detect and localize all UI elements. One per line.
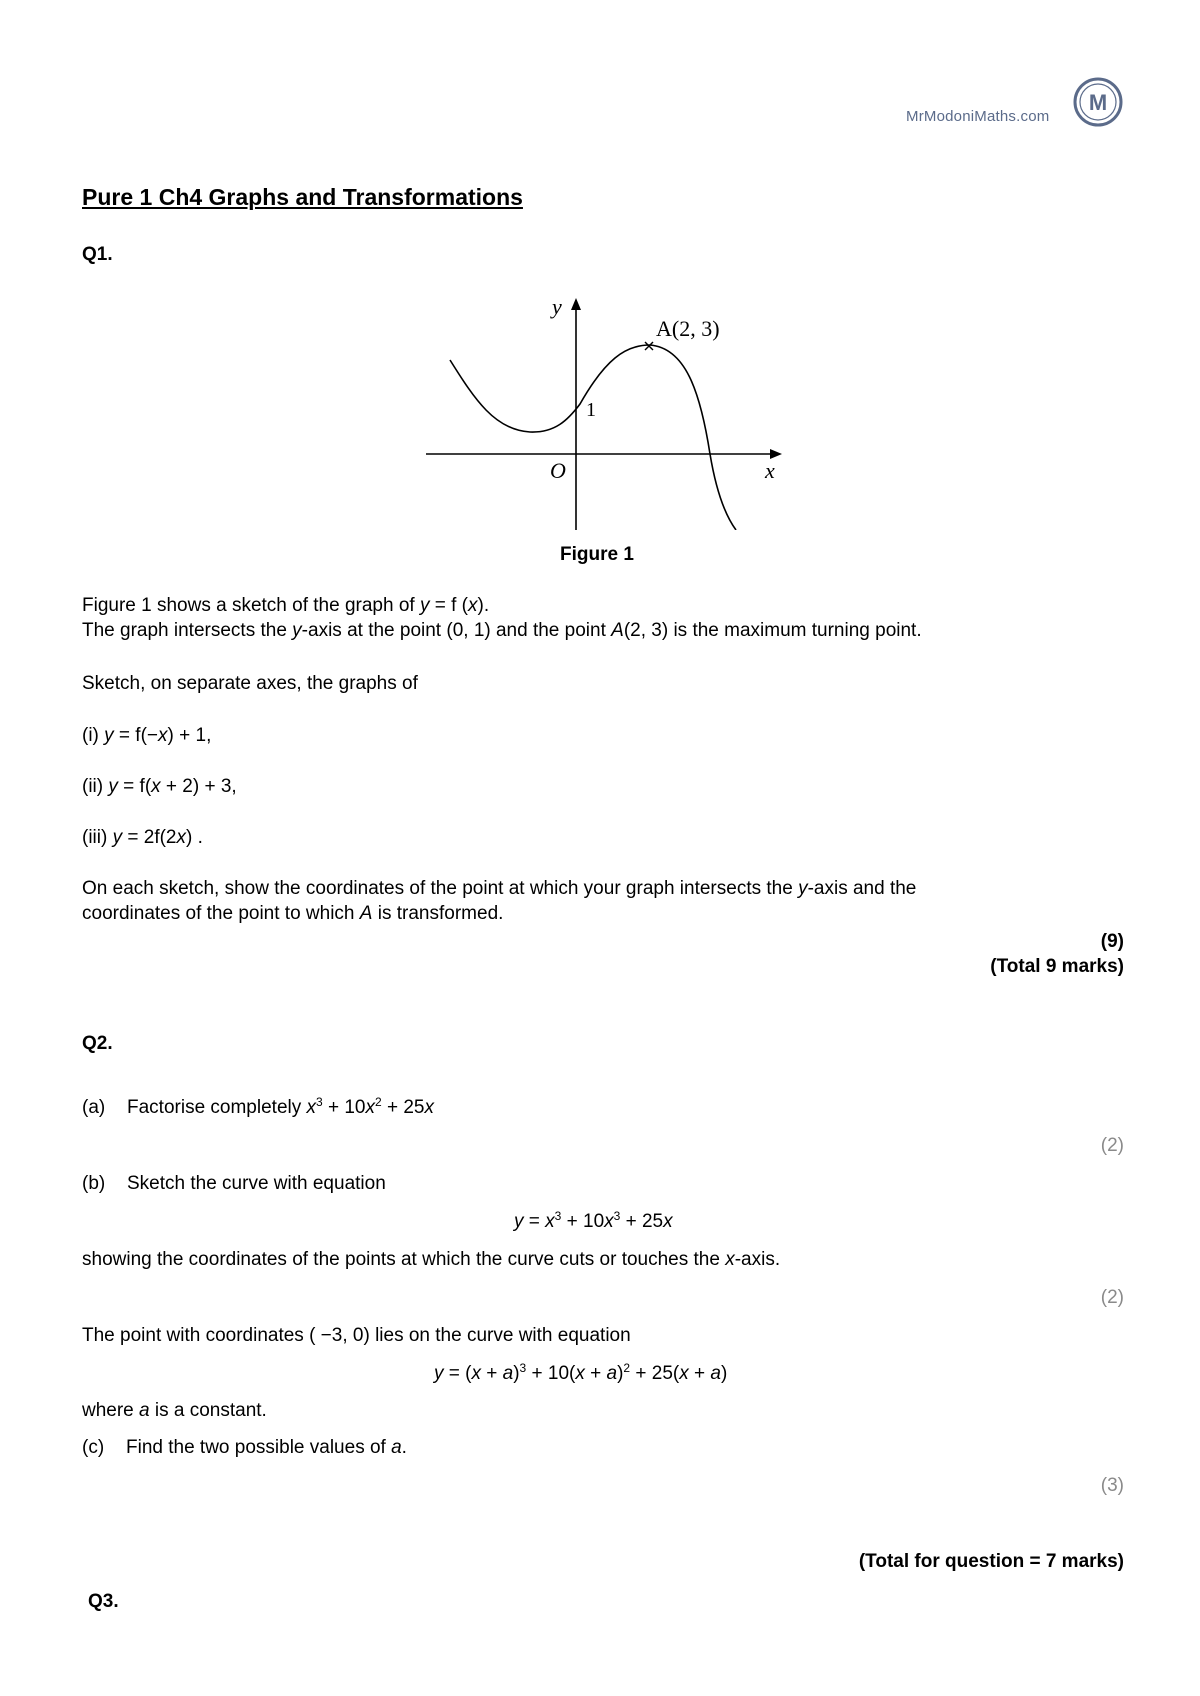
logo-monogram: M [1088, 90, 1108, 115]
q2-point-text: The point with coordinates ( −3, 0) lies on the curve with equation [82, 1325, 631, 1346]
q2-equation-2: $y = (x + a)^3 + 10(x + a)^2 + 25(x + a)$ [434, 1361, 728, 1384]
figure-1-caption: Figure 1 [560, 544, 634, 565]
y-axis-arrow [571, 298, 581, 310]
q2-b-equation: $y = x^3 + 10x^3 + 25x$ [514, 1209, 673, 1232]
brand-text: MrModoniMaths.com [906, 108, 1050, 125]
q1-label: Q1. [82, 244, 113, 265]
q2-c-marks: (3) [1100, 1475, 1124, 1496]
page-title: Pure 1 Ch4 Graphs and Transformations [82, 184, 523, 210]
intercept-label: 1 [586, 399, 596, 421]
q2-a-marks: (2) [1100, 1135, 1124, 1156]
q2-b-marks: (2) [1100, 1287, 1124, 1308]
q2-c-text: Find the two possible values of a. [126, 1437, 407, 1458]
q2-where: where a is a constant. [82, 1400, 267, 1421]
origin-label: O [550, 458, 566, 483]
q1-part-iii: (iii) y = 2f(2x) . [82, 827, 203, 848]
x-axis-label: x [765, 458, 775, 483]
q2-a-label: (a) [82, 1097, 106, 1118]
logo-icon [1072, 76, 1124, 128]
q1-part-ii: (ii) y = f(x + 2) + 3, [82, 776, 237, 797]
q1-instruction-1: On each sketch, show the coordinates of the point at which your graph intersects the y-axis and the [82, 878, 917, 899]
q1-line-1: Figure 1 shows a sketch of the graph of y = f (x). [82, 595, 490, 616]
figure-1-graph [420, 290, 800, 530]
y-axis-label: y [552, 294, 562, 319]
q1-sketch-intro: Sketch, on separate axes, the graphs of [82, 673, 418, 694]
q1-total: (Total 9 marks) [990, 956, 1124, 977]
q2-a-text: Factorise completely $x^3 + 10x^2 + 25x$ [127, 1095, 434, 1118]
q1-part-i: (i) y = f(−x) + 1, [82, 725, 212, 746]
q2-label: Q2. [82, 1033, 113, 1054]
q2-b-label: (b) [82, 1173, 106, 1194]
curve-y-f-x [450, 345, 736, 530]
q1-instruction-2: coordinates of the point to which A is transformed. [82, 903, 504, 924]
q2-b-show: showing the coordinates of the points at which the curve cuts or touches the x-axis. [82, 1249, 781, 1270]
q2-b-text: Sketch the curve with equation [127, 1173, 386, 1194]
q2-total: (Total for question = 7 marks) [858, 1551, 1124, 1572]
q1-marks: (9) [1100, 931, 1124, 952]
q1-line-2: The graph intersects the y-axis at the point (0, 1) and the point A(2, 3) is the maximum turning point. [82, 620, 922, 641]
q3-label: Q3. [88, 1591, 119, 1612]
q2-c-label: (c) [82, 1437, 105, 1458]
point-a-label: A(2, 3) [656, 316, 720, 341]
